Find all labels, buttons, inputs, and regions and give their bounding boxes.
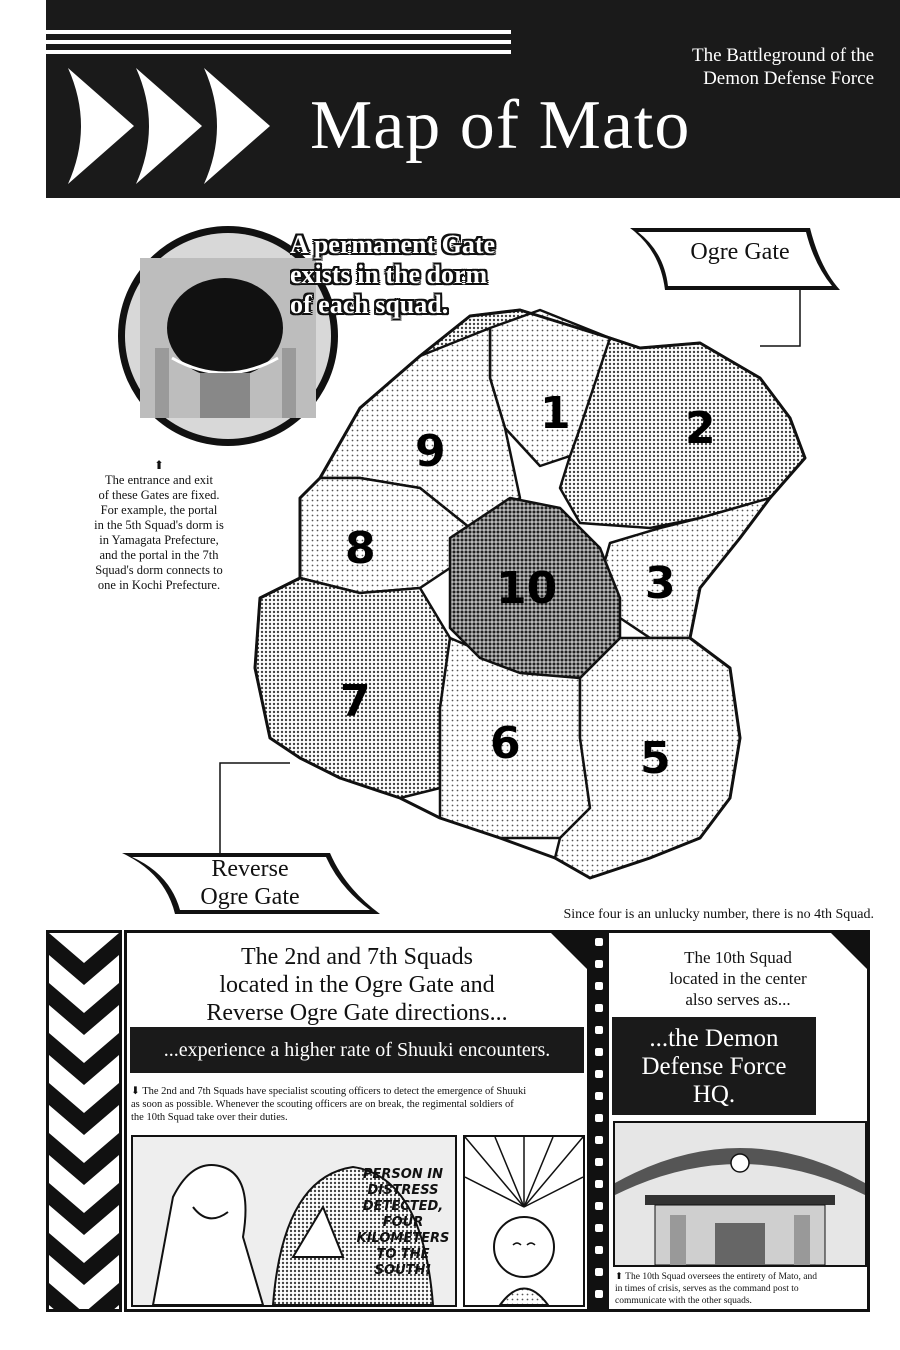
headline-line: located in the center [669, 969, 807, 988]
left-headline [137, 943, 577, 1027]
gate-side-note [78, 458, 240, 593]
bubble-line: PERSON IN [363, 1167, 443, 1182]
district-label: 5 [640, 733, 671, 784]
triple-arrow-icon [64, 66, 274, 186]
footnote-line: communicate with the other squads. [615, 1296, 752, 1306]
hq-highlight-bar [612, 1017, 816, 1115]
page-title: Map of Mato [310, 87, 691, 164]
right-headline [609, 947, 867, 1010]
header-stripe [46, 40, 511, 44]
headline-line: Reverse Ogre Gate directions... [206, 1000, 508, 1026]
chevron-strip [46, 930, 122, 1312]
header-banner [46, 0, 900, 198]
side-note-line: in Yamagata Prefecture, [99, 533, 219, 547]
bubble-line: SOUTH! [374, 1263, 432, 1278]
radar-girl-illustration [463, 1135, 585, 1307]
tag-line: Reverse [211, 856, 289, 882]
headline-line: The 10th Squad [684, 948, 792, 967]
tag-line: Ogre Gate [200, 884, 300, 910]
district-label: 8 [345, 523, 376, 574]
header-stripe [46, 30, 511, 34]
side-note-line: and the portal in the 7th [99, 548, 219, 562]
chevron-down-icon [49, 933, 119, 1309]
right-footnote [615, 1271, 865, 1307]
footnote-line: The 2nd and 7th Squads have specialist scouting officers to detect the emergence of Shuuki [142, 1086, 527, 1097]
callout-line: of each squad. [290, 290, 449, 319]
side-note-line: of these Gates are fixed. [98, 488, 220, 502]
left-info-panel [124, 930, 590, 1312]
headline-line: located in the Ogre Gate and [219, 972, 495, 998]
footnote-line: as soon as possible. Whenever the scouting officers are on break, the regimental soldiers of [131, 1099, 514, 1110]
side-note-line: For example, the portal [100, 503, 218, 517]
hq-building-illustration [613, 1121, 867, 1267]
side-note-line: The entrance and exit [105, 473, 213, 487]
district-label: 6 [490, 718, 521, 769]
callout-line: A permanent Gate [290, 230, 496, 259]
ogre-gate-label: Ogre Gate [690, 239, 790, 265]
header-subtitle [692, 44, 874, 90]
headline-line: The 2nd and 7th Squads [241, 944, 473, 970]
character-art [465, 1137, 583, 1305]
bubble-line: FOUR [382, 1215, 424, 1230]
bar-line: Defense Force [641, 1053, 787, 1080]
side-note-line: Squad's dorm connects to [95, 563, 223, 577]
reverse-ogre-gate-label [160, 855, 340, 911]
bubble-line: TO THE [376, 1247, 430, 1262]
footnote-line: The 10th Squad oversees the entirety of Mato, and [625, 1272, 817, 1282]
district-label: 10 [496, 563, 558, 614]
up-arrow-icon: ⬆ [615, 1272, 626, 1282]
footnote-line: the 10th Squad take over their duties. [131, 1112, 288, 1123]
right-info-panel [606, 930, 870, 1312]
district-label: 3 [645, 558, 676, 609]
building-art [615, 1123, 865, 1265]
district-label: 7 [340, 676, 371, 727]
side-note-line: one in Kochi Prefecture. [97, 578, 221, 592]
gate-callout [290, 230, 550, 320]
footnote-line: in times of crisis, serves as the command post to [615, 1284, 799, 1294]
district-label: 1 [540, 388, 571, 439]
scout-officer-illustration [131, 1135, 457, 1307]
headline-line: also serves as... [685, 990, 791, 1009]
left-highlight-bar: ...experience a higher rate of Shuuki encounters. [130, 1027, 584, 1073]
bar-line: ...the Demon [649, 1025, 779, 1052]
district-label: 9 [415, 426, 446, 477]
bar-line: HQ. [692, 1081, 736, 1108]
unlucky-note: Since four is an unlucky number, there is no 4th Squad. [563, 907, 874, 922]
subtitle-line: The Battleground of the [691, 45, 874, 66]
bubble-line: DETECTED, [362, 1199, 444, 1214]
up-arrow-icon: ⬆ [153, 458, 165, 472]
header-stripe [46, 50, 511, 54]
side-note-line: in the 5th Squad's dorm is [94, 518, 224, 532]
left-footnote [131, 1085, 571, 1124]
subtitle-line: Demon Defense Force [703, 68, 874, 89]
callout-line: exists in the dorm [290, 260, 488, 289]
bubble-line: DISTRESS [367, 1183, 439, 1198]
district-label: 2 [685, 403, 716, 454]
speech-bubble [351, 1167, 455, 1279]
bubble-line: KILOMETERS [356, 1231, 450, 1246]
down-arrow-icon: ⬇ [131, 1086, 143, 1097]
